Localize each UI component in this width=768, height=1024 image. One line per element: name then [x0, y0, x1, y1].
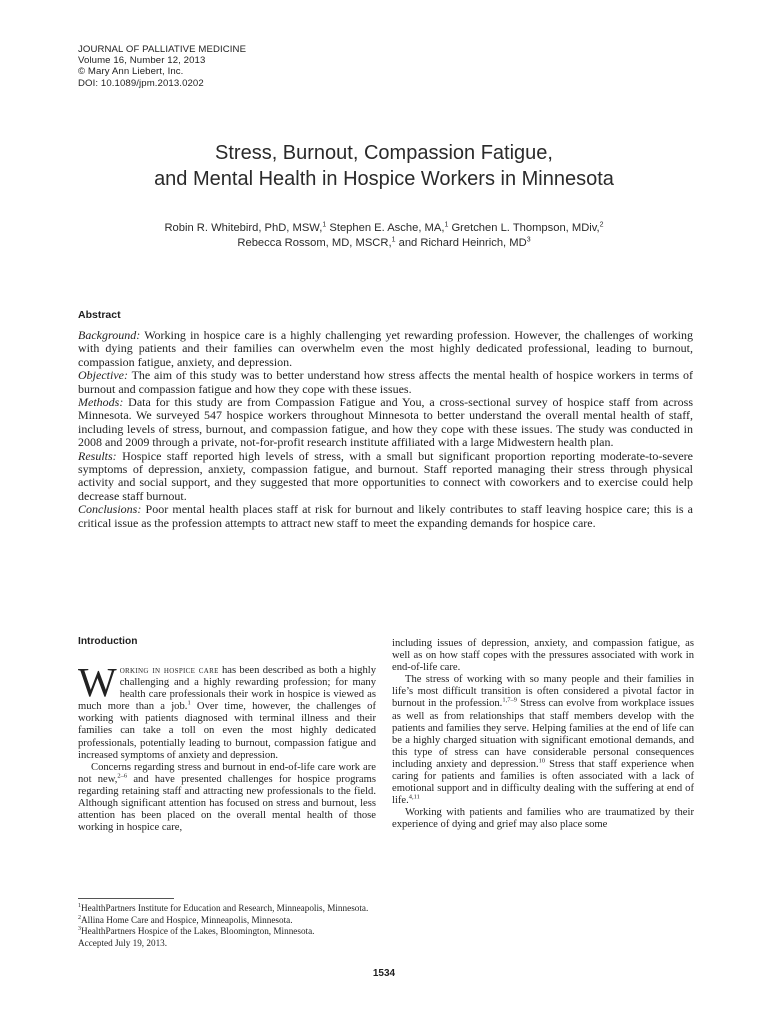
abstract-objective	[78, 369, 693, 396]
abstract-body	[78, 329, 693, 530]
left-column	[78, 659, 377, 834]
abstract-text: Hospice staff reported high levels of stress, with a small but significant proportion reporting moderate-to-severe symptoms of depression, anxiety, compassion fatigue, and burnout. Staff reported managing their stress through physical activity and social support, and they suggested that more opportunities to connect with coworkers and to exercise could help decrease staff burnout.	[78, 448, 693, 503]
page-number: 1534	[372, 968, 396, 979]
abstract-label: Methods:	[78, 395, 124, 410]
journal-header	[78, 44, 246, 89]
paragraph-text: Over time, however, the challenges of working with patients diagnosed with terminal illness and their families can take a toll on even the most highly dedicated professionals, potentially leading to burnout, compassion fatigue and increased symptoms of anxiety and depression.	[78, 701, 377, 761]
affiliation-marker: 1	[78, 902, 81, 909]
abstract-background	[78, 329, 693, 369]
citation-ref: 2–6	[117, 772, 128, 780]
affiliation-footnote	[78, 926, 368, 938]
affiliation-marker: 2	[78, 914, 81, 921]
affiliation-marker: 3	[78, 926, 81, 933]
paragraph-text: has been described as both a highly challenging and a highly rewarding profession; for many health care professionals their work in hospice is viewed as much more than a job.	[78, 665, 376, 713]
citation-ref: 4,11	[408, 793, 420, 801]
intro-paragraph-2	[78, 762, 376, 835]
paragraph-text: and have presented challenges for hospice programs regarding retaining staff and attracting new professionals to the field. Although significant attention has focused on stress and burnout, less attention has been placed on the overall mental health of those working in hospice care,	[78, 773, 376, 834]
affiliation-footnote	[78, 903, 368, 915]
article-title	[0, 140, 768, 192]
introduction-heading: Introduction	[78, 636, 138, 647]
paragraph-text: Stress that staff experience when caring for patients and families is often associated with a lack of emotional support and in difficulty dealing with the suffering at end of life.	[392, 758, 694, 807]
affiliation-marker: 1	[322, 221, 327, 229]
title-line-2: and Mental Health in Hospice Workers in Minnesota	[154, 168, 614, 190]
footnotes	[78, 903, 368, 949]
author-name: Rebecca Rossom, MD, MSCR,	[237, 237, 392, 249]
intro-paragraph-3	[392, 674, 694, 807]
author-name: Stephen E. Asche, MA,	[326, 222, 445, 234]
journal-volume: Volume 16, Number 12, 2013	[78, 55, 206, 67]
title-line-1: Stress, Burnout, Compassion Fatigue,	[215, 142, 553, 164]
author-name: Robin R. Whitebird, PhD, MSW,	[164, 222, 323, 234]
affiliation-text: HealthPartners Hospice of the Lakes, Bloomington, Minnesota.	[81, 926, 315, 937]
abstract-methods	[78, 396, 693, 450]
footnote-divider	[78, 898, 174, 899]
citation-ref: 1,7–9	[502, 696, 517, 704]
intro-paragraph-1	[78, 659, 377, 762]
drop-cap: W	[78, 659, 117, 705]
abstract-label: Background:	[78, 328, 141, 342]
affiliation-marker: 1	[444, 221, 449, 229]
right-column	[392, 638, 694, 832]
accepted-date: Accepted July 19, 2013.	[78, 937, 168, 948]
journal-publisher: © Mary Ann Liebert, Inc.	[78, 66, 184, 78]
abstract-text: Poor mental health places staff at risk for burnout and likely contributes to staff leaving hospice care; this is a critical issue as the profession attempts to attract new staff to meet the expanding demands for hospice care.	[78, 502, 693, 530]
citation-ref: 1	[187, 699, 191, 707]
abstract-text: Data for this study are from Compassion Fatigue and You, a cross-sectional survey of hospice staff from across Minnesota. We surveyed 547 hospice workers throughout Minnesota to better understand the overall mental health of staff, including levels of stress, burnout, and compassion fatigue, and how they cope with these issues. The study was conducted in 2008 and 2009 through a private, not-for-profit research institute affiliated with a large Midwestern health plan.	[78, 395, 693, 450]
intro-paragraph-2-continued: including issues of depression, anxiety, and compassion fatigue, as well as on how staff copes with the pressures associated with work in end-of-life care.	[392, 638, 694, 674]
paragraph-text: Concerns regarding stress and burnout in end-of-life care work are not new,	[78, 761, 376, 785]
paragraph-text: The stress of working with so many people and their families in life’s most difficult transition is often considered a pivotal factor in burnout in the profession.	[392, 674, 694, 710]
author-name: Gretchen L. Thompson, MDiv,	[448, 222, 600, 234]
author-list	[0, 221, 768, 251]
abstract-label: Conclusions:	[78, 502, 142, 517]
abstract-label: Results:	[78, 448, 117, 463]
abstract-text: The aim of this study was to better understand how stress affects the mental health of hospice workers in terms of burnout and compassion fatigue and how they cope with these issues.	[78, 368, 693, 396]
abstract-conclusions	[78, 503, 693, 530]
author-line-1	[0, 221, 768, 236]
author-name: and Richard Heinrich, MD	[395, 237, 527, 249]
citation-ref: 10	[538, 757, 546, 765]
author-line-2	[0, 236, 768, 251]
abstract-results	[78, 450, 693, 504]
intro-paragraph-4: Working with patients and families who are traumatized by their experience of dying and grief may also place some	[392, 807, 694, 831]
affiliation-footnote	[78, 915, 368, 927]
small-caps-lead: orking in hospice care	[119, 665, 219, 676]
affiliation-marker: 3	[526, 236, 531, 244]
abstract-heading: Abstract	[78, 309, 121, 321]
journal-name: JOURNAL OF PALLIATIVE MEDICINE	[78, 44, 247, 55]
affiliation-text: Allina Home Care and Hospice, Minneapolis, Minnesota.	[81, 914, 293, 925]
affiliation-text: HealthPartners Institute for Education and Research, Minneapolis, Minnesota.	[81, 903, 369, 913]
affiliation-marker: 1	[391, 236, 396, 244]
journal-doi: DOI: 10.1089/jpm.2013.0202	[78, 77, 204, 89]
affiliation-marker: 2	[599, 221, 604, 229]
abstract-label: Objective:	[78, 368, 128, 383]
paragraph-text: Stress can evolve from workplace issues as well as from relationships that staff members develop with the patients and families they serve. Helping families at the end of life can be a highly charged situation with significant emotional demands, and this type of stress can have considerable personal consequences including anxiety and depression.	[392, 698, 694, 770]
abstract-text: Working in hospice care is a highly challenging yet rewarding profession. However, the challenges of working with dying patients and their families can overwhelm even the most highly dedicated professional, leading to burnout, compassion fatigue, anxiety, and depression.	[78, 328, 693, 369]
